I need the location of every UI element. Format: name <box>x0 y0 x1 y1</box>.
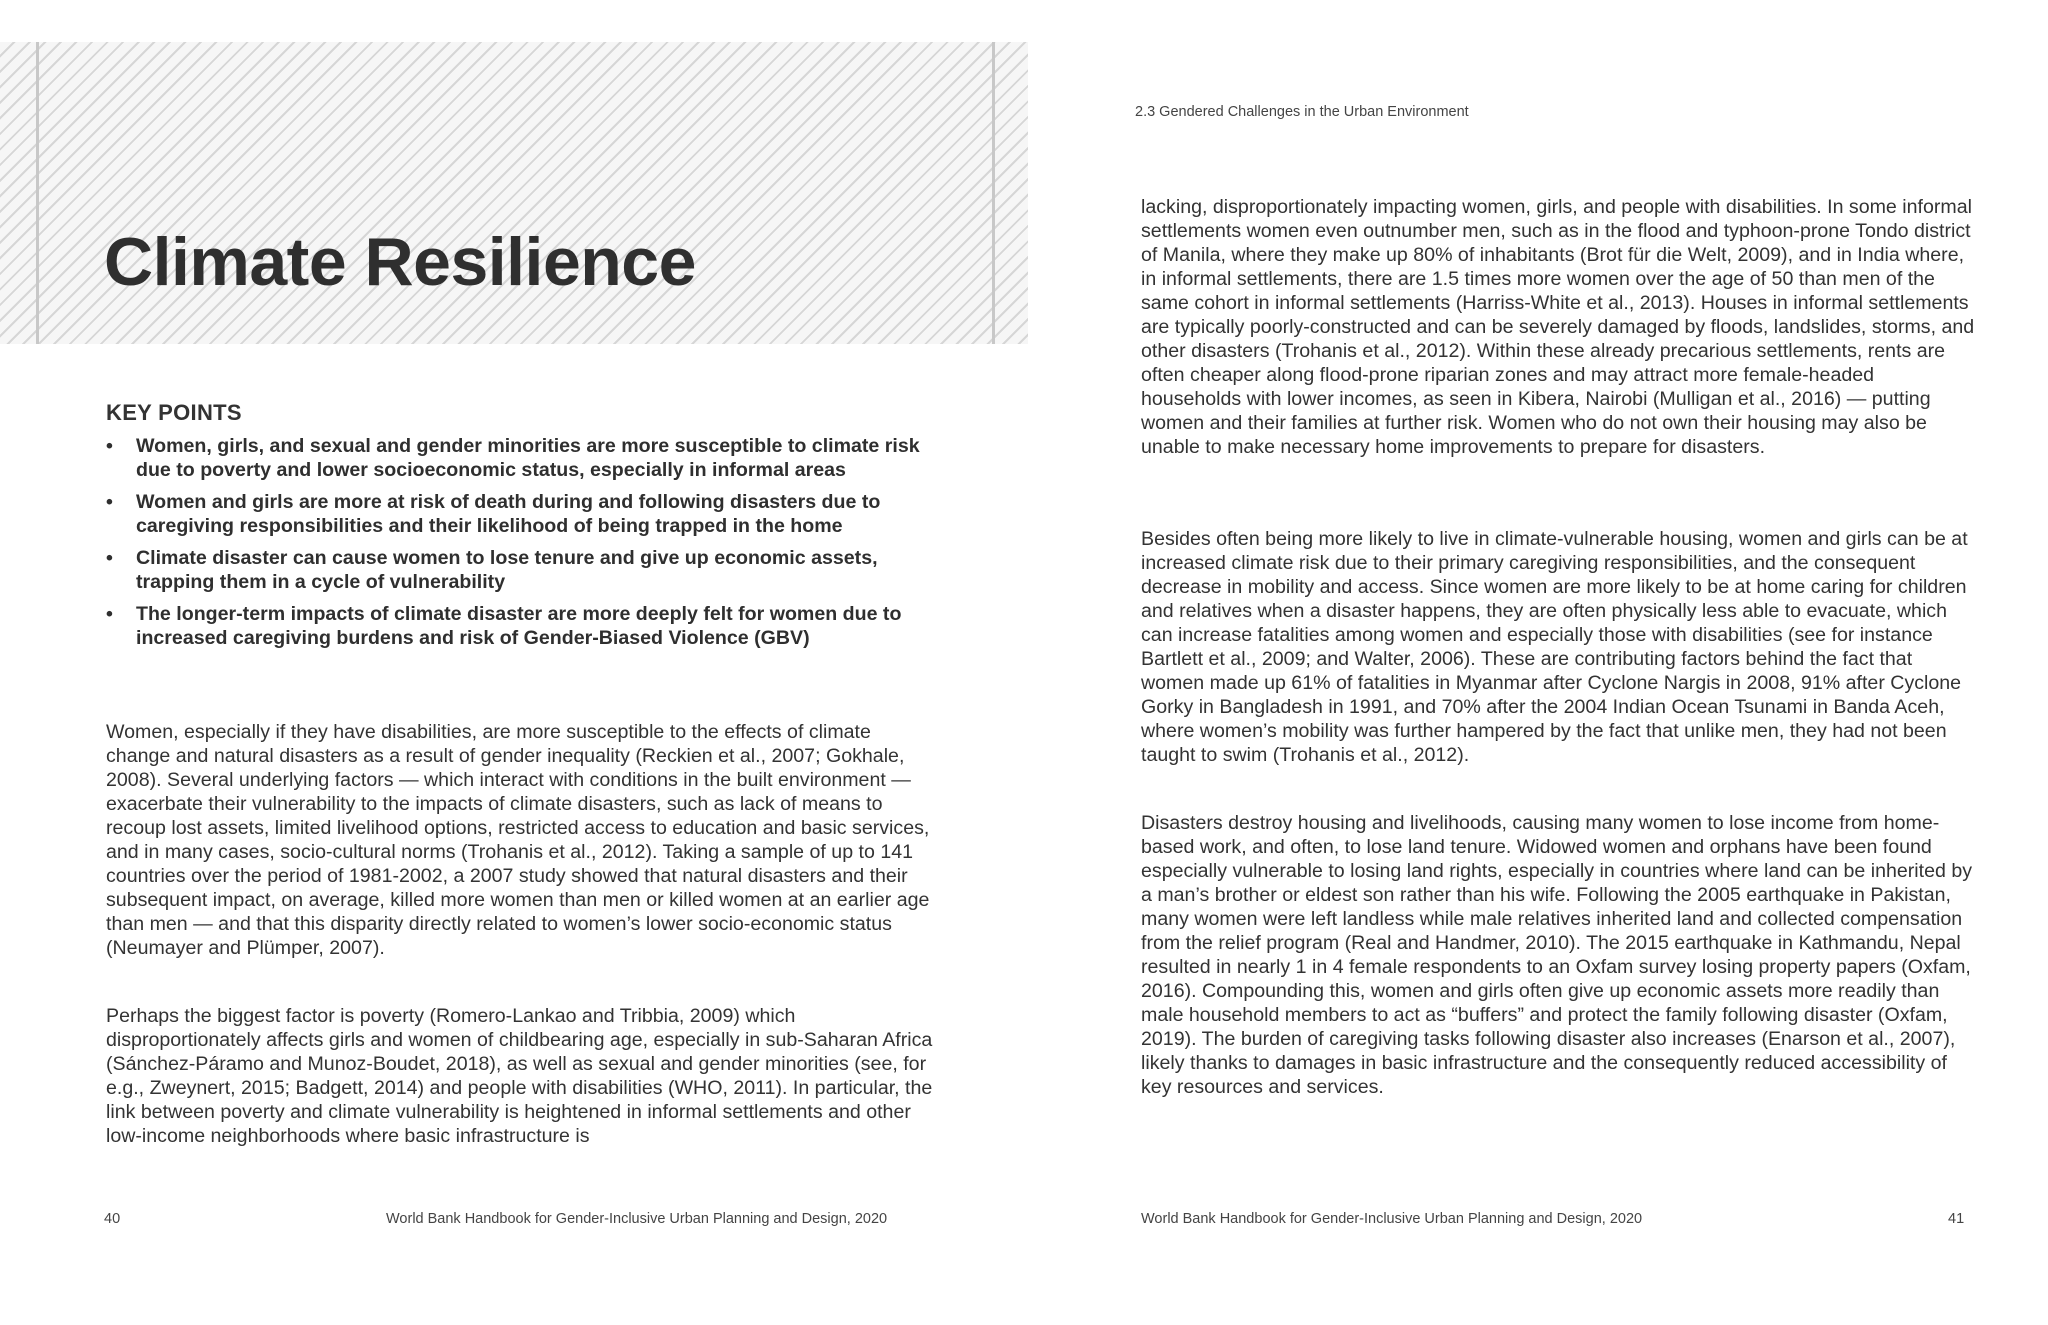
key-points-heading: KEY POINTS <box>106 400 242 425</box>
key-point-item <box>106 546 936 594</box>
key-point-text: The longer-term impacts of climate disaster are more deeply felt for women due to increased caregiving burdens and risk of Gender-Biased Violence (GBV) <box>136 603 902 649</box>
key-point-item <box>106 490 936 538</box>
footer-text-right: World Bank Handbook for Gender-Inclusive Urban Planning and Design, 2020 <box>1141 1211 1643 1227</box>
right-body-paragraph-1 <box>1141 195 1976 459</box>
bullet-icon: • <box>106 435 113 457</box>
key-point-text: Women, girls, and sexual and gender minorities are more susceptible to climate risk due to poverty and lower socioeconomic status, especially in informal areas <box>136 435 920 481</box>
key-point-text: Climate disaster can cause women to lose tenure and give up economic assets, trapping them in a cycle of vulnerability <box>136 547 878 593</box>
left-body-paragraph-1 <box>106 720 936 960</box>
body-paragraph: Disasters destroy housing and livelihoods, causing many women to lose income from home-based work, and often, to lose land tenure. Widowed women and orphans have been found especially vulnerable to losing land rights, especially in countries where land can be inherited by a man’s brother or eldest son rather than his wife. Following the 2005 earthquake in Pakistan, many women were left landless while male relatives inherited land and collected compensation from the relief program (Real and Handmer, 2010). The 2015 earthquake in Kathmandu, Nepal resulted in nearly 1 in 4 female respondents to an Oxfam survey losing property papers (Oxfam, 2016). Compounding this, women and girls often give up economic assets more readily than male household members to act as “buffers” and protect the family following disaster (Oxfam, 2019). The burden of caregiving tasks following disaster also increases (Enarson et al., 2007), likely thanks to damages in basic infrastructure and the consequently reduced accessibility of key resources and services. <box>1141 812 1973 1098</box>
page-title: Climate Resilience <box>104 224 696 300</box>
right-body-paragraph-2 <box>1141 527 1976 767</box>
key-points-list <box>106 434 936 658</box>
page-number-right: 41 <box>1948 1211 1965 1227</box>
bullet-icon: • <box>106 547 113 569</box>
running-head: 2.3 Gendered Challenges in the Urban Environment <box>1135 104 1469 120</box>
body-paragraph: Women, especially if they have disabilities, are more susceptible to the effects of climate change and natural disasters as a result of gender inequality (Reckien et al., 2007; Gokhale, 2008). Several underlying factors — which interact with conditions in the built environment — exacerbate their vulnerability to the impacts of climate disasters, such as lack of means to recoup lost assets, limited livelihood options, restricted access to education and basic services, and in many cases, socio-cultural norms (Trohanis et al., 2012). Taking a sample of up to 141 countries over the period of 1981-2002, a 2007 study showed that natural disasters and their subsequent impact, on average, killed more women than men or killed women at an earlier age than men — and that this disparity directly related to women’s lower socio-economic status (Neumayer and Plümper, 2007). <box>106 721 930 959</box>
footer-text-left: World Bank Handbook for Gender-Inclusive Urban Planning and Design, 2020 <box>386 1211 888 1227</box>
banner-left-rule <box>36 42 39 344</box>
key-point-item <box>106 602 936 650</box>
body-paragraph: Besides often being more likely to live in climate-vulnerable housing, women and girls can be at increased climate risk due to their primary caregiving responsibilities, and the consequent decrease in mobility and access. Since women are more likely to be at home caring for children and relatives when a disaster happens, they are often physically less able to evacuate, which can increase fatalities among women and especially those with disabilities (see for instance Bartlett et al., 2009; and Walter, 2006). These are contributing factors behind the fact that women made up 61% of fatalities in Myanmar after Cyclone Nargis in 2008, 91% after Cyclone Gorky in Bangladesh in 1991, and 70% after the 2004 Indian Ocean Tsunami in Banda Aceh, where women’s mobility was further hampered by the fact that unlike men, they had not been taught to swim (Trohanis et al., 2012). <box>1141 528 1968 766</box>
page-number-left: 40 <box>104 1211 121 1227</box>
right-body-paragraph-3 <box>1141 811 1976 1099</box>
body-paragraph: lacking, disproportionately impacting women, girls, and people with disabilities. In some informal settlements women even outnumber men, such as in the flood and typhoon-prone Tondo district of Manila, where they make up 80% of inhabitants (Brot für die Welt, 2009), and in India where, in informal settlements, there are 1.5 times more women over the age of 50 than men of the same cohort in informal settlements (Harriss-White et al., 2013). Houses in informal settlements are typically poorly-constructed and can be severely damaged by floods, landslides, storms, and other disasters (Trohanis et al., 2012). Within these already precarious settlements, rents are often cheaper along flood-prone riparian zones and may attract more female-headed households with lower incomes, as seen in Kibera, Nairobi (Mulligan et al., 2016) — putting women and their families at further risk. Women who do not own their housing may also be unable to make necessary home improvements to prepare for disasters. <box>1141 196 1975 458</box>
body-paragraph: Perhaps the biggest factor is poverty (Romero-Lankao and Tribbia, 2009) which disproportionately affects girls and women of childbearing age, especially in sub-Saharan Africa (Sánchez-Páramo and Munoz-Boudet, 2018), as well as sexual and gender minorities (see, for e.g., Zweynert, 2015; Badgett, 2014) and people with disabilities (WHO, 2011). In particular, the link between poverty and climate vulnerability is heightened in informal settlements and other low-income neighborhoods where basic infrastructure is <box>106 1005 933 1147</box>
key-point-text: Women and girls are more at risk of death during and following disasters due to caregiving responsibilities and their likelihood of being trapped in the home <box>136 491 881 537</box>
left-body-paragraph-2 <box>106 1004 936 1148</box>
banner-right-rule <box>992 42 995 344</box>
bullet-icon: • <box>106 603 113 625</box>
key-point-item <box>106 434 936 482</box>
bullet-icon: • <box>106 491 113 513</box>
